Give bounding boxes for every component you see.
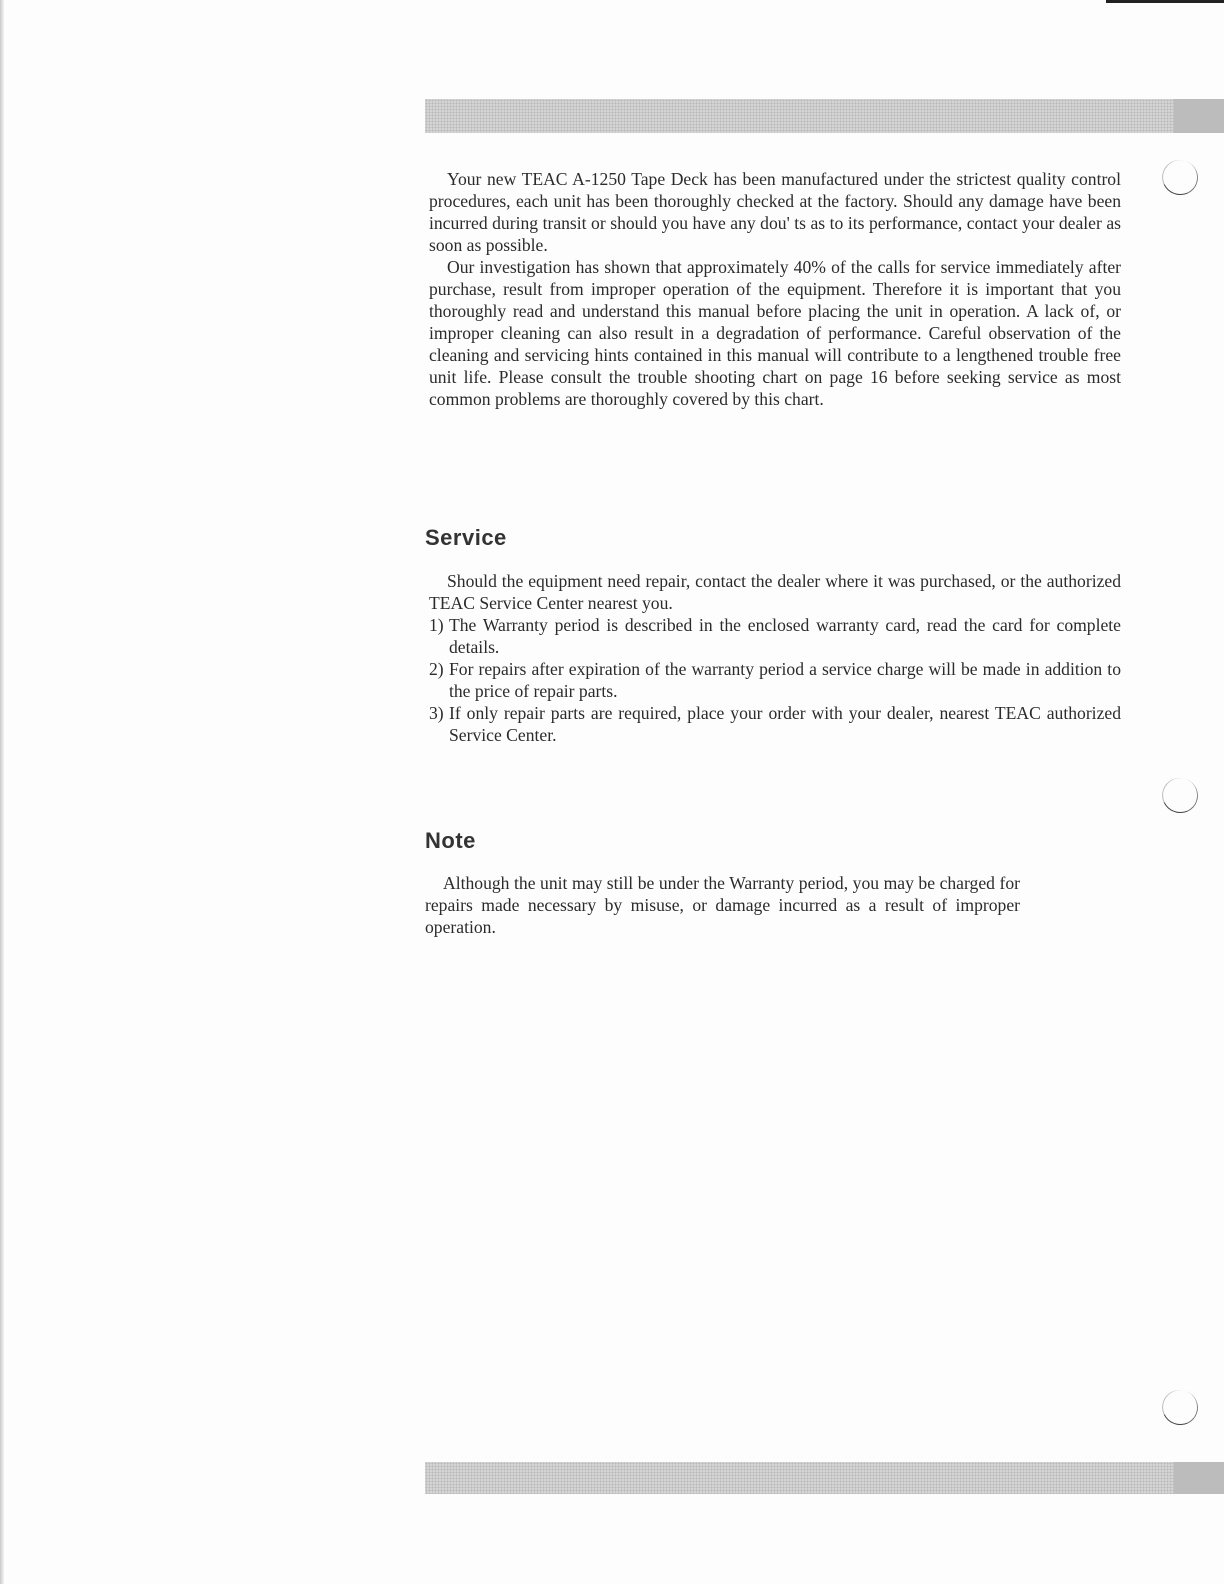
service-section	[429, 570, 1121, 746]
list-item-text: For repairs after expiration of the warranty period a service charge will be made in addition to the price of repair parts.	[449, 659, 1121, 701]
service-list-item	[429, 702, 1121, 746]
service-list-item	[429, 614, 1121, 658]
service-intro: Should the equipment need repair, contact the dealer where it was purchased, or the authorized TEAC Service Center nearest you.	[429, 571, 1121, 613]
binder-hole-bottom	[1157, 1385, 1203, 1430]
list-item-text: The Warranty period is described in the enclosed warranty card, read the card for complete details.	[449, 615, 1121, 657]
top-corner-line	[1106, 0, 1224, 3]
list-item-number: 1)	[429, 615, 444, 635]
header-band	[425, 99, 1224, 133]
intro-paragraph-2: Our investigation has shown that approximately 40% of the calls for service immediately after purchase, result from improper operation of the equipment. Therefore it is important that you thoroughly read and understand this manual before placing the unit in operation. A lack of, or improper cleaning can also result in a degradation of performance. Careful observation of the cleaning and servicing hints contained in this manual will contribute to a lengthened trouble free unit life. Please consult the trouble shooting chart on page 16 before seeking service as most common problems are thoroughly covered by this chart.	[429, 257, 1121, 409]
list-item-text: If only repair parts are required, place your order with your dealer, nearest TEAC authorized Service Center.	[449, 703, 1121, 745]
intro-paragraph-1: Your new TEAC A-1250 Tape Deck has been manufactured under the strictest quality control procedures, each unit has been thoroughly checked at the factory. Should any damage have been incurred during transit or should you have any dou' ts as to its performance, contact your dealer as soon as possible.	[429, 169, 1121, 255]
footer-band	[425, 1462, 1224, 1494]
service-heading: Service	[425, 525, 507, 550]
intro-section	[429, 168, 1121, 410]
page-left-edge	[0, 0, 4, 1584]
note-heading: Note	[425, 828, 476, 853]
note-section	[425, 872, 1020, 938]
service-list	[429, 614, 1121, 746]
binder-hole-middle	[1157, 773, 1203, 818]
list-item-number: 2)	[429, 659, 444, 679]
binder-hole-top	[1157, 155, 1203, 200]
service-list-item	[429, 658, 1121, 702]
list-item-number: 3)	[429, 703, 444, 723]
note-paragraph: Although the unit may still be under the Warranty period, you may be charged for repairs made necessary by misuse, or damage incurred as a result of improper operation.	[425, 873, 1020, 937]
